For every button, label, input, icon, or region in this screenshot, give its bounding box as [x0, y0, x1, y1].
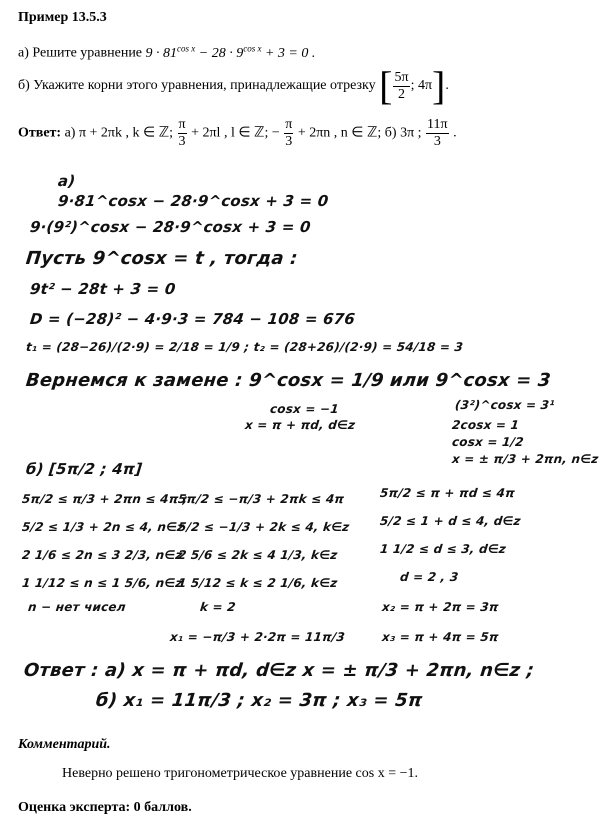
hw-line: 5/2 ≤ 1/3 + 2n ≤ 4, n∈z: [21, 520, 186, 534]
hw-line: k = 2: [199, 600, 237, 614]
hw-line: t₁ = (28−26)/(2·9) = 2/18 = 1/9 ; t₂ = (28+26)/(2·9) = 54/18 = 3: [25, 340, 464, 354]
hw-line: 5/2 ≤ 1 + d ≤ 4, d∈z: [379, 514, 522, 528]
hw-line: cosx = 1/2: [451, 435, 525, 449]
hw-line: Пусть 9^cosx = t , тогда :: [24, 248, 299, 269]
hw-line: а): [57, 172, 77, 190]
hw-line: 9t² − 28t + 3 = 0: [29, 280, 177, 298]
hw-line: Ответ : а) x = π + πd, d∈z x = ± π/3 + 2πn, n∈z ;: [22, 660, 536, 681]
hw-line: 1 5/12 ≤ k ≤ 2 1/6, k∈z: [177, 576, 339, 590]
comment-label: Комментарий.: [18, 737, 111, 752]
expert-score: Оценка эксперта: 0 баллов.: [18, 800, 192, 815]
hw-line: 9·81^cosx − 28·9^cosx + 3 = 0: [57, 192, 330, 210]
hw-line: 5π/2 ≤ π/3 + 2πn ≤ 4π ;: [21, 492, 189, 506]
hw-line: 1 1/12 ≤ n ≤ 1 5/6, n∈z: [21, 576, 184, 590]
example-title: Пример 13.5.3: [18, 10, 107, 25]
hw-line: x₃ = π + 4π = 5π: [381, 630, 500, 644]
answer-label: Ответ:: [18, 125, 62, 141]
hw-line: 2 5/6 ≤ 2k ≤ 4 1/3, k∈z: [177, 548, 339, 562]
answer-line: Ответ: а) π + 2πk , k ∈ ℤ; $\frac{\pi}{3}$ + 2πl , l ∈ ℤ; − $\frac{\pi}{3}$ + 2πn , n ∈ ℤ; б) 3π ; $\frac{11\pi}{3}$ .: [18, 117, 457, 149]
hw-line: d = 2 , 3: [399, 570, 460, 584]
hw-line: 2cosx = 1: [451, 418, 520, 432]
hw-line: б) x₁ = 11π/3 ; x₂ = 3π ; x₃ = 5π: [94, 690, 424, 711]
hw-line: (3²)^cosx = 3¹: [454, 398, 556, 412]
hw-line: n − нет чисел: [27, 600, 127, 614]
hw-line: 9·(9²)^cosx − 28·9^cosx + 3 = 0: [29, 218, 312, 236]
task-equation: $9 \cdot 81^{cos x} - 28 \cdot 9^{cos x} + 3 = 0$ .: [145, 43, 316, 61]
hw-line: x₁ = −π/3 + 2·2π = 11π/3: [169, 630, 346, 644]
interval-fraction: $\frac{5\pi}{2}$: [394, 69, 409, 102]
hw-line: Вернемся к замене : 9^cosx = 1/9 или 9^cosx = 3: [24, 370, 552, 391]
handwritten-solution: [0, 160, 610, 735]
hw-line: x = π + πd, d∈z: [244, 418, 356, 432]
task-part-b-text: б) Укажите корни этого уравнения, принадлежащие отрезку: [18, 78, 376, 94]
hw-line: D = (−28)² − 4·9·3 = 784 − 108 = 676: [29, 310, 357, 328]
hw-line: 5/2 ≤ −1/3 + 2k ≤ 4, k∈z: [177, 520, 351, 534]
hw-line: cosx = −1: [269, 402, 340, 416]
hw-line: x = ± π/3 + 2πn, n∈z: [451, 452, 600, 466]
hw-line: 1 1/2 ≤ d ≤ 3, d∈z: [379, 542, 507, 556]
task-part-a: [18, 43, 315, 62]
hw-line: 2 1/6 ≤ 2n ≤ 3 2/3, n∈z: [21, 548, 184, 562]
task-part-b: б) Укажите корни этого уравнения, принадлежащие отрезку [ $\frac{5\pi}{2}$ ; 4π].: [18, 63, 449, 108]
hw-line: x₂ = π + 2π = 3π: [381, 600, 500, 614]
hw-line: 5π/2 ≤ π + πd ≤ 4π: [379, 486, 516, 500]
hw-line: 5π/2 ≤ −π/3 + 2πk ≤ 4π: [177, 492, 345, 506]
task-part-a-text: а) Решите уравнение: [18, 45, 143, 61]
comment-text: Неверно решено тригонометрическое уравнение cos x = −1.: [62, 766, 418, 781]
hw-line: б) [5π/2 ; 4π]: [25, 460, 143, 478]
